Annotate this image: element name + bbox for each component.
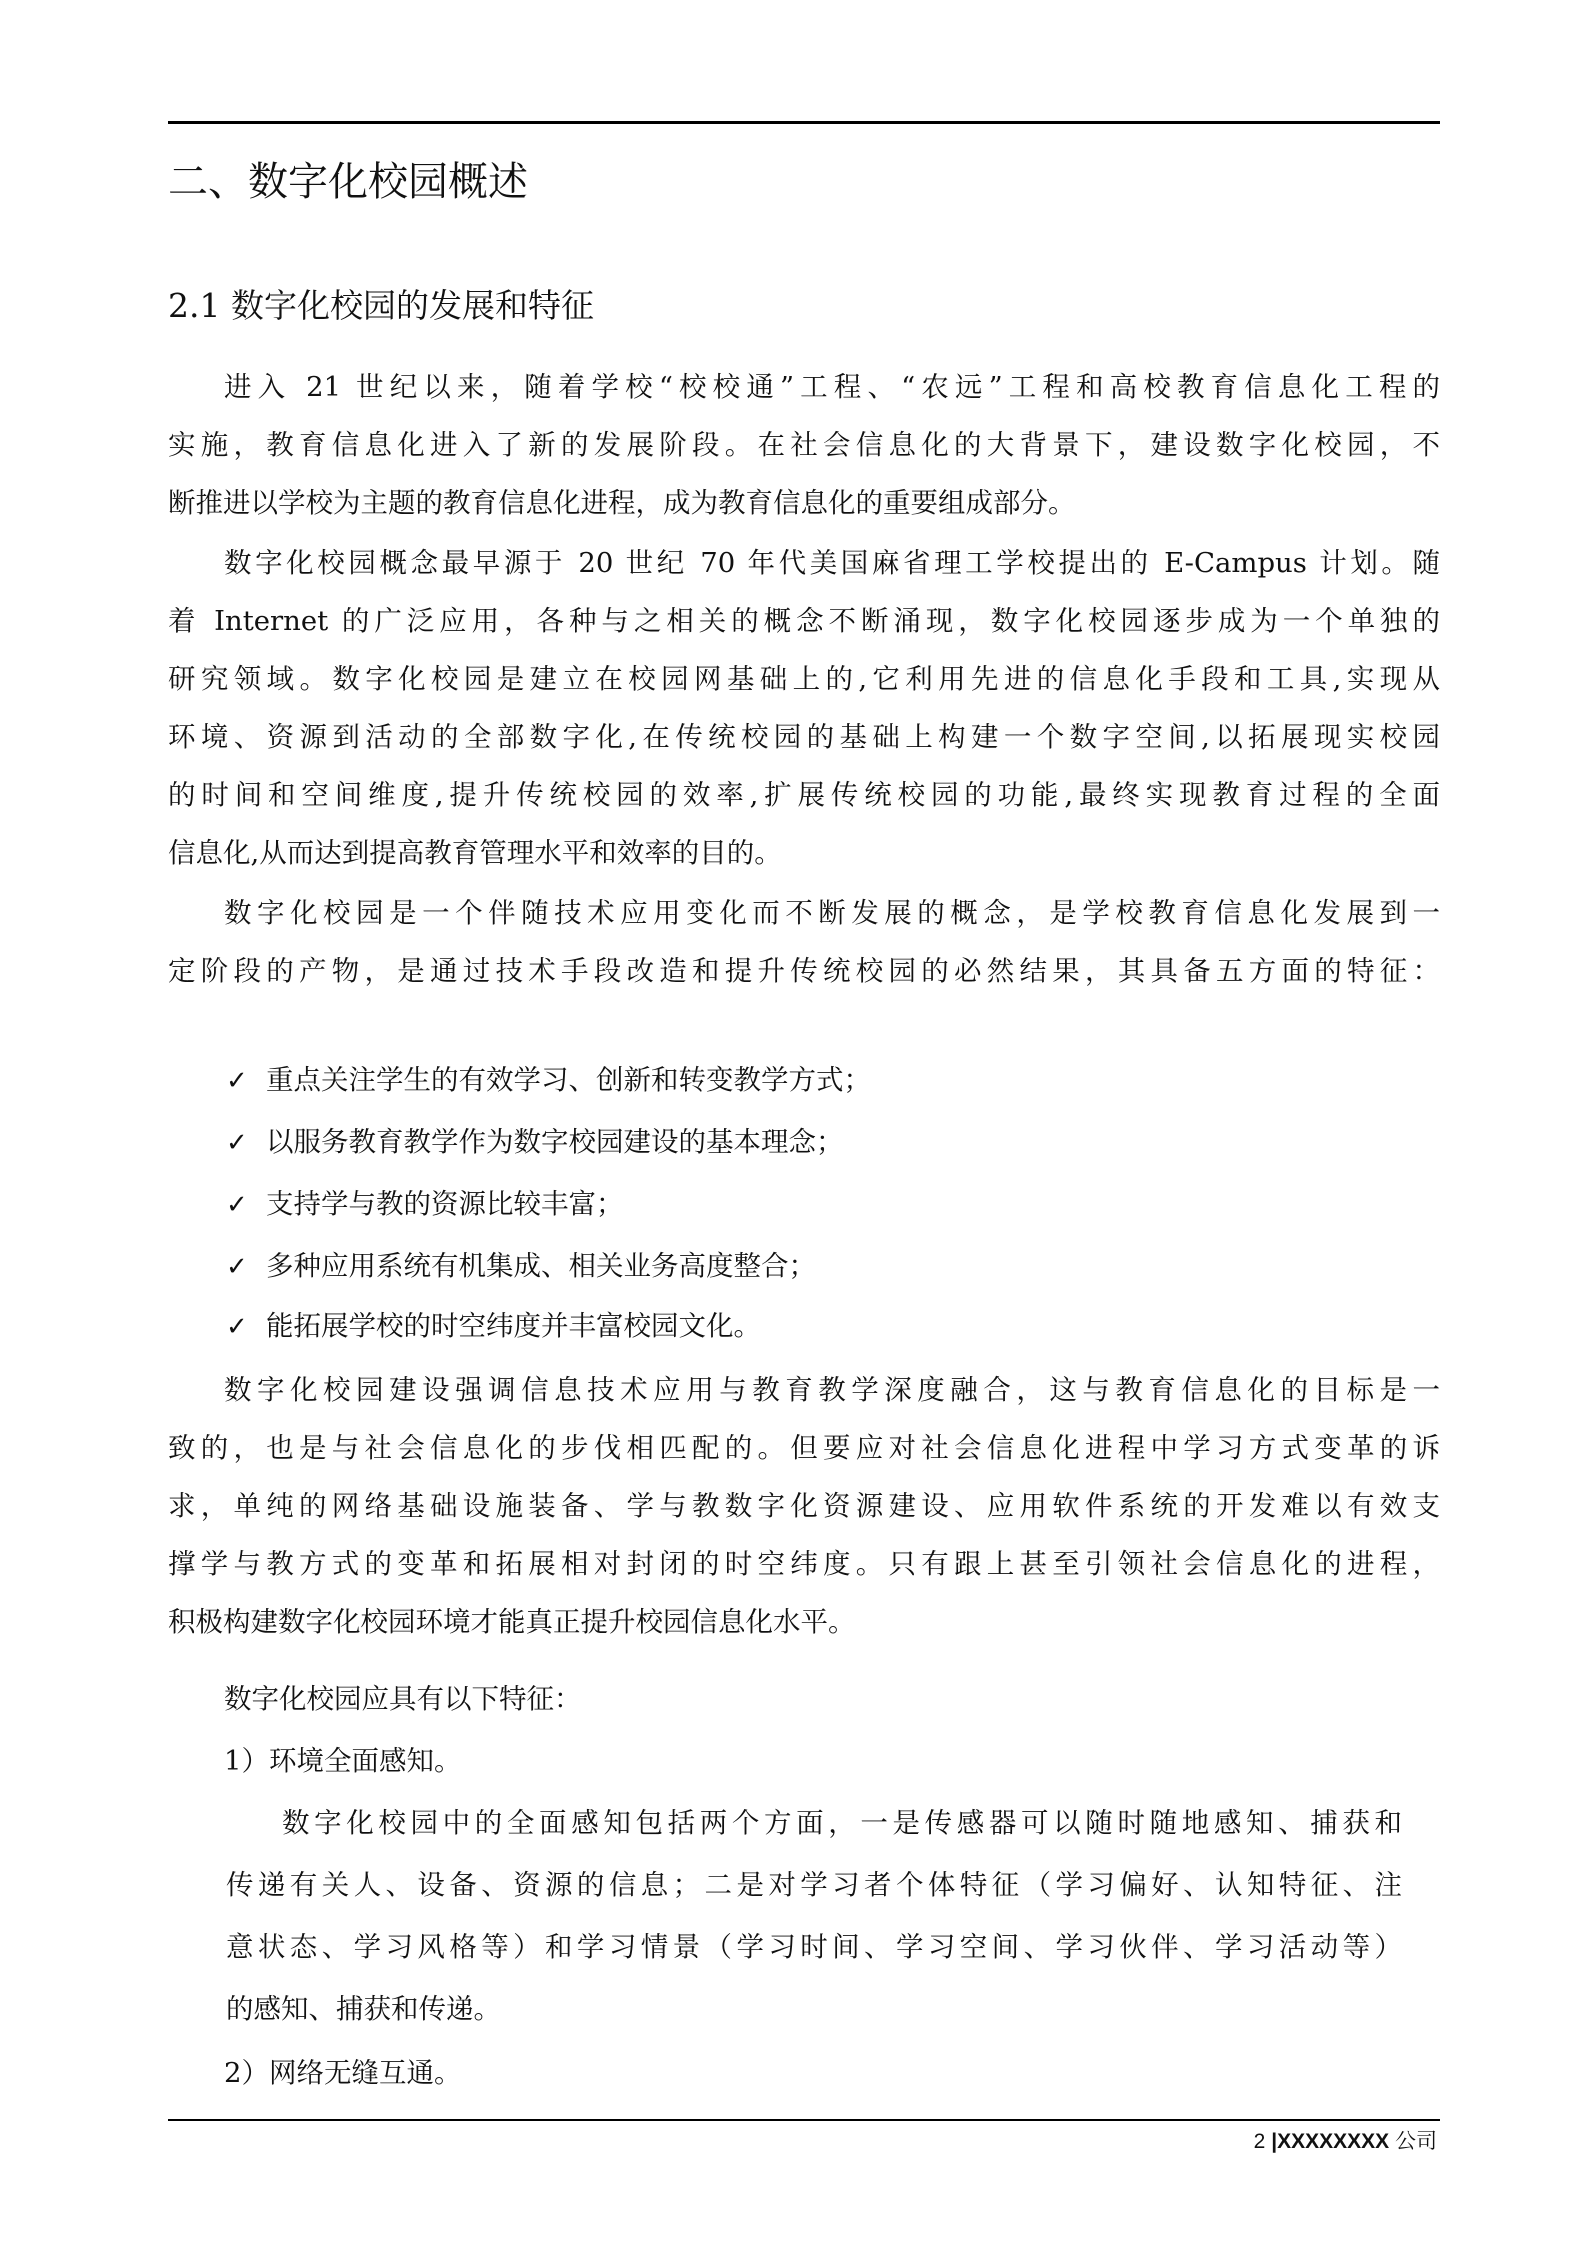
para4-line-1: 数字化校园建设强调信息技术应用与教育教学深度融合，这与教育信息化的目标是一 — [224, 1374, 1440, 1406]
page-footer — [1254, 2128, 1437, 2156]
para3-line-2: 定阶段的产物，是通过技术手段改造和提升传统校园的必然结果，其具备五方面的特征： — [168, 955, 1440, 987]
checklist-item — [226, 1124, 844, 1160]
company-name: XXXXXXXX — [1277, 2130, 1390, 2153]
checkmark-icon: ✓ — [226, 1312, 248, 1342]
para1-line-1: 进入 21 世纪以来，随着学校“校校通”工程、“农远”工程和高校教育信息化工程的 — [224, 371, 1440, 403]
para1-line-3: 断推进以学校为主题的教育信息化进程，成为教育信息化的重要组成部分。 — [168, 487, 1076, 519]
checkmark-icon: ✓ — [226, 1128, 248, 1158]
para3-line-1: 数字化校园是一个伴随技术应用变化而不断发展的概念，是学校教育信息化发展到一 — [224, 897, 1440, 929]
feature-1-line-4: 的感知、捕获和传递。 — [226, 1993, 501, 2025]
checklist-item — [226, 1308, 761, 1344]
para4-line-4: 撑学与教方式的变革和拓展相对封闭的时空纬度。只有跟上甚至引领社会信息化的进程， — [168, 1548, 1440, 1580]
checklist-item-text: 多种应用系统有机集成、相关业务高度整合； — [266, 1250, 816, 1282]
company-suffix: 公司 — [1389, 2130, 1437, 2153]
para2-line-5: 的时间和空间维度,提升传统校园的效率,扩展传统校园的功能,最终实现教育过程的全面 — [168, 779, 1440, 811]
para4-line-3: 求，单纯的网络基础设施装备、学与教数字化资源建设、应用软件系统的开发难以有效支 — [168, 1490, 1440, 1522]
feature-1-title: 1）环境全面感知。 — [224, 1745, 462, 1777]
para4-line-5: 积极构建数字化校园环境才能真正提升校园信息化水平。 — [168, 1606, 856, 1638]
checklist-item — [226, 1062, 871, 1098]
feature-1-line-3: 意状态、学习风格等）和学习情景（学习时间、学习空间、学习伙伴、学习活动等） — [226, 1931, 1402, 1963]
checklist-item — [226, 1248, 816, 1284]
para1-line-2: 实施，教育信息化进入了新的发展阶段。在社会信息化的大背景下，建设数字化校园，不 — [168, 429, 1440, 461]
checklist-item-text: 重点关注学生的有效学习、创新和转变教学方式； — [266, 1064, 871, 1096]
feature-1-line-1: 数字化校园中的全面感知包括两个方面，一是传感器可以随时随地感知、捕获和 — [282, 1807, 1402, 1839]
feature-1-line-2: 传递有关人、设备、资源的信息；二是对学习者个体特征（学习偏好、认知特征、注 — [226, 1869, 1402, 1901]
header-rule — [168, 121, 1440, 124]
section-title: 2.1 数字化校园的发展和特征 — [168, 286, 594, 325]
feature-2-title: 2）网络无缝互通。 — [224, 2057, 462, 2089]
para2-line-6: 信息化,从而达到提高教育管理水平和效率的目的。 — [168, 837, 782, 869]
checkmark-icon: ✓ — [226, 1066, 248, 1096]
footer-rule — [168, 2119, 1440, 2121]
checkmark-icon: ✓ — [226, 1252, 248, 1282]
features-intro: 数字化校园应具有以下特征： — [224, 1683, 582, 1715]
checklist-item-text: 以服务教育教学作为数字校园建设的基本理念； — [266, 1126, 844, 1158]
chapter-title: 二、数字化校园概述 — [168, 159, 528, 205]
para2-line-3: 研究领域。数字化校园是建立在校园网基础上的,它利用先进的信息化手段和工具,实现从 — [168, 663, 1440, 695]
checklist-item-text: 支持学与教的资源比较丰富； — [266, 1188, 624, 1220]
checkmark-icon: ✓ — [226, 1190, 248, 1220]
footer-separator: | — [1271, 2130, 1278, 2153]
para2-line-1: 数字化校园概念最早源于 20 世纪 70 年代美国麻省理工学校提出的 E-Campus 计划。随 — [224, 547, 1440, 579]
para2-line-4: 环境、资源到活动的全部数字化,在传统校园的基础上构建一个数字空间,以拓展现实校园 — [168, 721, 1440, 753]
page-number: 2 — [1253, 2130, 1266, 2153]
checklist-item-text: 能拓展学校的时空纬度并丰富校园文化。 — [266, 1310, 761, 1342]
checklist-item — [226, 1186, 624, 1222]
para2-line-2: 着 Internet 的广泛应用，各种与之相关的概念不断涌现，数字化校园逐步成为一个单独的 — [168, 605, 1440, 637]
para4-line-2: 致的，也是与社会信息化的步伐相匹配的。但要应对社会信息化进程中学习方式变革的诉 — [168, 1432, 1440, 1464]
